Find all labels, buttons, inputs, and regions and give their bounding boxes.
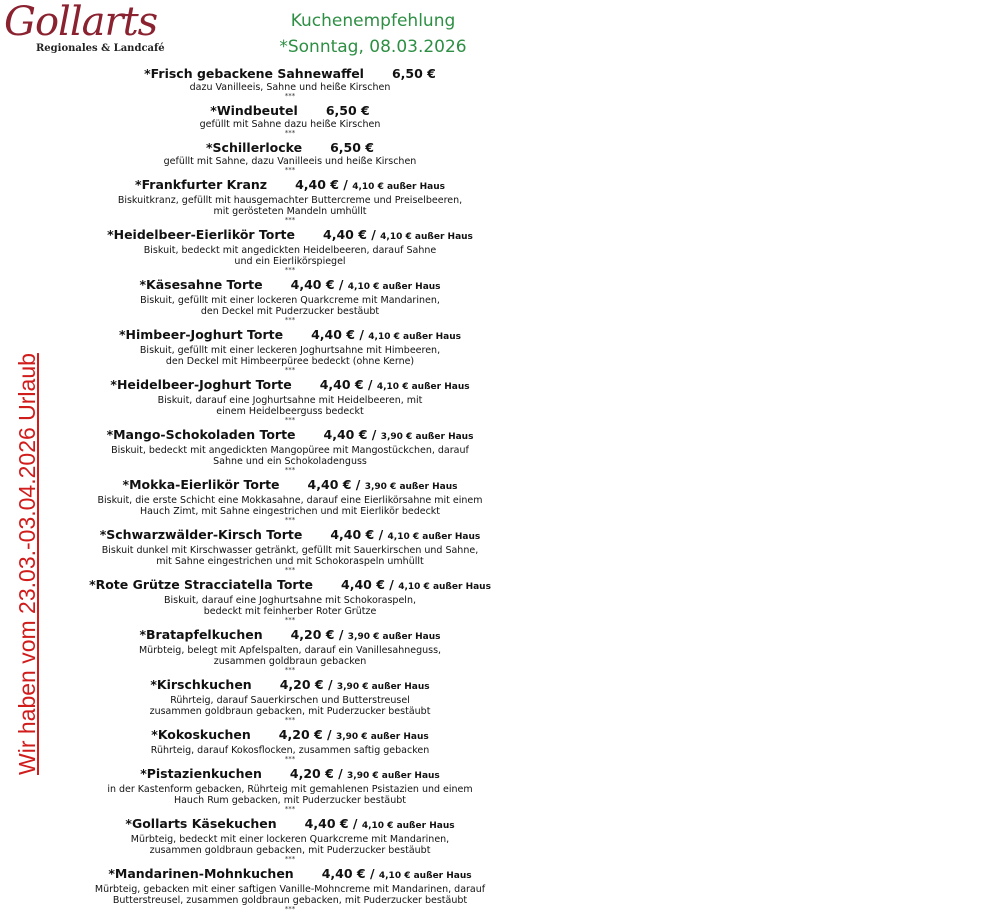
menu-item-header <box>0 227 580 245</box>
menu-item-description: Biskuit dunkel mit Kirschwasser getränkt, gefüllt mit Sauerkirschen und Sahne, mit Sahne eingestrichen und mit Schokoraspeln umhüllt <box>101 545 479 567</box>
page-title: Kuchenempfehlung <box>290 11 456 31</box>
menu-item <box>0 66 580 99</box>
menu-item-price: 4,40 € / <box>323 427 377 442</box>
menu-item-header <box>0 103 580 119</box>
menu-item-name: *Bratapfelkuchen <box>139 627 263 642</box>
menu-item-header <box>0 477 580 495</box>
menu-item-description: Mürbteig, bedeckt mit einer lockeren Quarkcreme mit Mandarinen, zusammen goldbraun gebacken, mit Puderzucker bestäubt <box>130 834 450 856</box>
menu-item <box>0 866 580 912</box>
menu-item-separator: *** <box>284 616 296 624</box>
menu-item <box>0 816 580 862</box>
menu-item-takeaway-price: 3,90 € außer Haus <box>380 432 474 442</box>
menu-item-price: 4,40 € / <box>341 577 394 592</box>
menu-item-name: *Heidelbeer-Joghurt Torte <box>110 377 292 392</box>
menu-item-price: 4,40 € / <box>304 816 358 831</box>
menu-item-description: Biskuit, bedeckt mit angedickten Heidelbeeren, darauf Sahne und ein Eierlikörspiegel <box>143 245 437 267</box>
menu-item-price: 6,50 € <box>330 140 374 155</box>
menu-item-takeaway-price: 4,10 € außer Haus <box>376 382 470 392</box>
menu-item-price: 6,50 € <box>325 103 370 118</box>
menu-item-takeaway-price: 4,10 € außer Haus <box>361 821 455 831</box>
menu-item-separator: *** <box>284 266 296 274</box>
menu-item-header <box>0 816 580 834</box>
menu-item-description: Mürbteig, belegt mit Apfelspalten, darauf ein Vanillesahneguss, zusammen goldbraun gebacken <box>138 645 442 667</box>
menu-item-name: *Schwarzwälder-Kirsch Torte <box>99 527 303 542</box>
menu-item-separator: *** <box>284 566 296 574</box>
menu-item-description: Biskuit, gefüllt mit einer lockeren Quarkcreme mit Mandarinen, den Deckel mit Puderzucker bestäubt <box>140 295 440 317</box>
menu-item-name: *Kirschkuchen <box>150 677 252 692</box>
menu-item-separator: *** <box>284 129 296 137</box>
page-header <box>228 8 518 60</box>
menu-item-takeaway-price: 4,10 € außer Haus <box>378 871 472 881</box>
menu-item <box>0 277 580 323</box>
menu-item-separator: *** <box>284 92 296 100</box>
menu-item-header <box>0 66 580 82</box>
menu-item-name: *Frankfurter Kranz <box>135 177 268 192</box>
menu-item-header <box>0 140 580 156</box>
menu-item-header <box>0 727 580 745</box>
menu-item <box>0 677 580 723</box>
menu-item-name: *Schillerlocke <box>206 140 303 155</box>
vacation-notice: Wir haben vom 23.03.-03.04.2026 Urlaub <box>14 353 40 775</box>
menu-item-takeaway-price: 3,90 € außer Haus <box>364 482 458 492</box>
menu-item-description: dazu Vanilleeis, Sahne und heiße Kirschen <box>189 82 391 93</box>
menu-item-takeaway-price: 3,90 € außer Haus <box>347 771 440 781</box>
menu-item-price: 4,40 € / <box>319 377 373 392</box>
menu-item <box>0 327 580 373</box>
menu-item-description: Biskuitkranz, gefüllt mit hausgemachter Buttercreme und Preiselbeeren, mit gerösteten Mandeln umhüllt <box>117 195 463 217</box>
menu-item-description: Rührteig, darauf Kokosflocken, zusammen saftig gebacken <box>150 745 430 756</box>
menu-item <box>0 766 580 812</box>
menu-item-name: *Frisch gebackene Sahnewaffel <box>144 66 364 81</box>
menu-item-takeaway-price: 4,10 € außer Haus <box>380 232 473 242</box>
menu-item-header <box>0 766 580 784</box>
menu-item-description: in der Kastenform gebacken, Rührteig mit gemahlenen Psistazien und einem Hauch Rum gebacken, mit Puderzucker bestäubt <box>107 784 473 806</box>
menu-item-description: Rührteig, darauf Sauerkirschen und Butterstreusel zusammen goldbraun gebacken, mit Puderzucker bestäubt <box>149 695 431 717</box>
menu-item-description: gefüllt mit Sahne, dazu Vanilleeis und heiße Kirschen <box>163 156 417 167</box>
menu-item-name: *Mokka-Eierlikör Torte <box>122 477 280 492</box>
menu-item-price: 4,40 € / <box>290 277 344 292</box>
menu-item-header <box>0 577 580 595</box>
menu-item-takeaway-price: 3,90 € außer Haus <box>336 682 430 692</box>
menu-item-separator: *** <box>284 855 296 863</box>
menu-item-name: *Käsesahne Torte <box>139 277 263 292</box>
menu-item-takeaway-price: 4,10 € außer Haus <box>347 282 441 292</box>
menu-item-takeaway-price: 4,10 € außer Haus <box>387 532 481 542</box>
menu-item-description: Biskuit, gefüllt mit einer leckeren Joghurtsahne mit Himbeeren, den Deckel mit Himbeerpüree bedeckt (ohne Kerne) <box>139 345 441 367</box>
menu-item-price: 4,20 € / <box>289 766 343 781</box>
menu-item <box>0 427 580 473</box>
menu-item <box>0 727 580 762</box>
menu-item <box>0 227 580 273</box>
menu-item-price: 4,40 € / <box>321 866 375 881</box>
menu-item-price: 4,20 € / <box>279 677 333 692</box>
menu-item <box>0 140 580 173</box>
menu-item-separator: *** <box>284 716 296 724</box>
menu-item-price: 4,20 € / <box>278 727 332 742</box>
logo <box>4 0 165 62</box>
menu-item-price: 4,40 € / <box>307 477 361 492</box>
menu-item-separator: *** <box>284 805 296 813</box>
menu-item-name: *Mango-Schokoladen Torte <box>106 427 296 442</box>
menu-item-description: Biskuit, die erste Schicht eine Mokkasahne, darauf eine Eierlikörsahne mit einem Hauch Zimt, mit Sahne eingestrichen und mit Eierlikör bedeckt <box>97 495 483 517</box>
menu-item-separator: *** <box>284 316 296 324</box>
menu-item-name: *Mandarinen-Mohnkuchen <box>108 866 294 881</box>
page-date: *Sonntag, 08.03.2026 <box>279 37 467 57</box>
menu-item <box>0 377 580 423</box>
menu-item-separator: *** <box>284 216 296 224</box>
menu-item-description: Biskuit, darauf eine Joghurtsahne mit Schokoraspeln, bedeckt mit feinherber Roter Grütze <box>163 595 416 617</box>
menu-item-description: Biskuit, darauf eine Joghurtsahne mit Heidelbeeren, mit einem Heidelbeerguss bedeckt <box>157 395 423 417</box>
logo-subtitle: Regionales & Landcafé <box>36 43 165 54</box>
menu-item-name: *Gollarts Käsekuchen <box>125 816 277 831</box>
cake-menu <box>0 66 580 916</box>
menu-item-header <box>0 427 580 445</box>
menu-item-separator: *** <box>284 366 296 374</box>
menu-item-takeaway-price: 3,90 € außer Haus <box>335 732 429 742</box>
menu-item-price: 4,40 € / <box>295 177 348 192</box>
logo-script: Gollarts <box>4 0 158 45</box>
menu-item-header <box>0 866 580 884</box>
menu-item-description: gefüllt mit Sahne dazu heiße Kirschen <box>199 119 381 130</box>
menu-item-price: 6,50 € <box>391 66 436 81</box>
menu-item-takeaway-price: 4,10 € außer Haus <box>368 332 462 342</box>
menu-item-header <box>0 527 580 545</box>
menu-item-name: *Pistazienkuchen <box>140 766 262 781</box>
menu-item-separator: *** <box>284 466 296 474</box>
menu-item-takeaway-price: 4,10 € außer Haus <box>352 182 445 192</box>
menu-item-description: Mürbteig, gebacken mit einer saftigen Vanille-Mohncreme mit Mandarinen, darauf Butterstreusel, zusammen goldbraun gebacken, mit Puderzucker bestäubt <box>94 884 486 906</box>
menu-item-separator: *** <box>284 516 296 524</box>
menu-item-description: Biskuit, bedeckt mit angedickten Mangopüree mit Mangostückchen, darauf Sahne und ein Schokoladenguss <box>111 445 469 467</box>
menu-item-name: *Himbeer-Joghurt Torte <box>118 327 284 342</box>
menu-item-takeaway-price: 3,90 € außer Haus <box>347 632 441 642</box>
menu-item-name: *Windbeutel <box>210 103 298 118</box>
menu-item-header <box>0 677 580 695</box>
menu-item-name: *Kokoskuchen <box>151 727 251 742</box>
menu-item-separator: *** <box>284 755 296 763</box>
menu-item-price: 4,40 € / <box>323 227 376 242</box>
menu-item-price: 4,40 € / <box>330 527 384 542</box>
menu-item-header <box>0 377 580 395</box>
menu-item-name: *Heidelbeer-Eierlikör Torte <box>107 227 295 242</box>
menu-item <box>0 627 580 673</box>
menu-item <box>0 477 580 523</box>
menu-item-separator: *** <box>284 666 296 674</box>
menu-item <box>0 577 580 623</box>
menu-item-takeaway-price: 4,10 € außer Haus <box>398 582 491 592</box>
menu-item-name: *Rote Grütze Stracciatella Torte <box>89 577 314 592</box>
menu-item-header <box>0 277 580 295</box>
menu-item-separator: *** <box>284 416 296 424</box>
menu-item-separator: *** <box>284 905 296 913</box>
menu-item-price: 4,40 € / <box>311 327 364 342</box>
menu-item-price: 4,20 € / <box>290 627 344 642</box>
menu-item-header <box>0 327 580 345</box>
menu-item-separator: *** <box>284 166 296 174</box>
menu-item-header <box>0 177 580 195</box>
menu-item <box>0 103 580 136</box>
menu-item <box>0 527 580 573</box>
menu-item <box>0 177 580 223</box>
menu-item-header <box>0 627 580 645</box>
